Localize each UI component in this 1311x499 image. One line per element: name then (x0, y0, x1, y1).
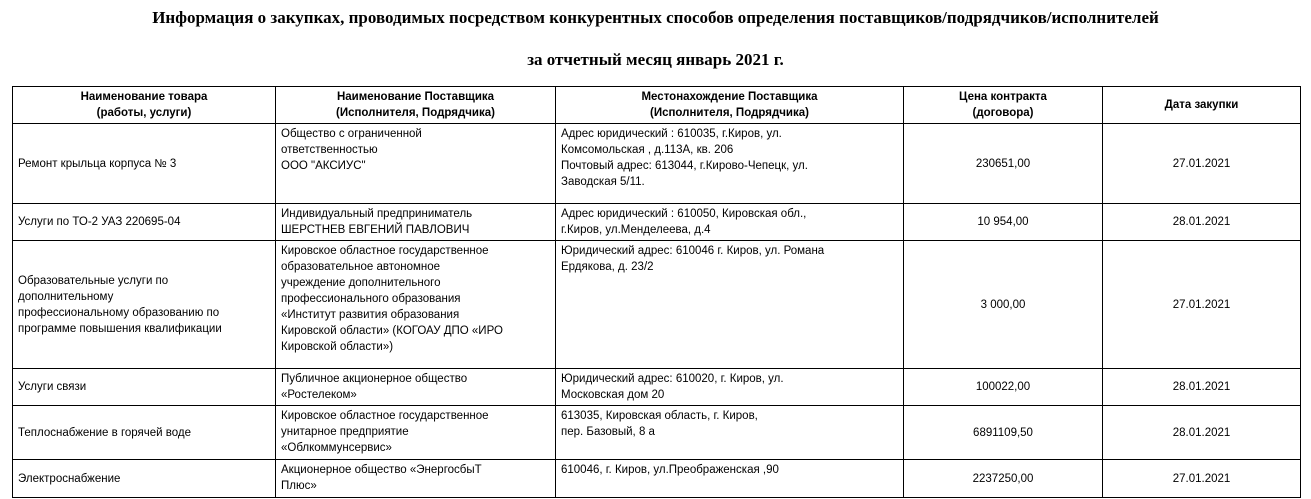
column-header-line: Наименование товара (80, 91, 208, 103)
supplier-name-cell (276, 204, 556, 241)
purchase-date-cell: 27.01.2021 (1103, 460, 1301, 498)
contract-price-cell: 10 954,00 (904, 204, 1103, 241)
supplier-name-cell-line: Индивидуальный предприниматель (281, 208, 473, 220)
supplier-name-cell (276, 406, 556, 460)
item-name-cell (13, 406, 276, 460)
supplier-name-cell-line: Кировское областное государственное (281, 410, 489, 422)
item-name-cell-line: Услуги связи (18, 381, 87, 393)
item-name-cell (13, 124, 276, 204)
supplier-address-cell-line: Комсомольская , д.113А, кв. 206 (561, 144, 734, 156)
column-header-line: (работы, услуги) (96, 107, 192, 119)
supplier-name-cell-line: Кировской области») (281, 341, 394, 353)
supplier-name-cell-line: Акционерное общество «ЭнергосбыТ (281, 464, 482, 476)
column-header-line: (Исполнителя, Подрядчика) (336, 107, 495, 119)
item-name-cell (13, 204, 276, 241)
table-row (13, 460, 1301, 498)
contract-price-cell: 3 000,00 (904, 241, 1103, 369)
supplier-name-cell-line: Кировское областное государственное (281, 245, 489, 257)
item-name-cell (13, 241, 276, 369)
supplier-name-cell-line: ответственностью (281, 144, 378, 156)
table-header-row (13, 87, 1301, 124)
supplier-address-cell-line: Почтовый адрес: 613044, г.Кирово-Чепецк, ул. (561, 160, 808, 172)
purchase-date-cell: 27.01.2021 (1103, 241, 1301, 369)
contract-price-cell: 2237250,00 (904, 460, 1103, 498)
column-header (276, 87, 556, 124)
supplier-name-cell (276, 460, 556, 498)
supplier-name-cell-line: унитарное предприятие (281, 426, 409, 438)
purchase-date-cell: 28.01.2021 (1103, 204, 1301, 241)
item-name-cell (13, 460, 276, 498)
supplier-name-cell-line: образовательное автономное (281, 261, 441, 273)
contract-price-cell: 6891109,50 (904, 406, 1103, 460)
supplier-address-cell-line: Юридический адрес: 610020, г. Киров, ул. (561, 373, 784, 385)
supplier-name-cell-line: Публичное акционерное общество (281, 373, 468, 385)
purchase-date-cell: 28.01.2021 (1103, 369, 1301, 406)
supplier-address-cell-line: Московская дом 20 (561, 389, 665, 401)
table-row (13, 369, 1301, 406)
purchase-date-cell: 27.01.2021 (1103, 124, 1301, 204)
supplier-address-cell-line: пер. Базовый, 8 а (561, 426, 655, 438)
column-header (556, 87, 904, 124)
column-header (904, 87, 1103, 124)
column-header-line: (договора) (972, 107, 1034, 119)
supplier-address-cell (556, 369, 904, 406)
item-name-cell-line: Услуги по ТО-2 УАЗ 220695-04 (18, 216, 181, 228)
supplier-address-cell-line: 610046, г. Киров, ул.Преображенская ,90 (561, 464, 779, 476)
contract-price-cell: 100022,00 (904, 369, 1103, 406)
item-name-cell-line: дополнительному (18, 290, 114, 303)
column-header-line: Дата закупки (1164, 99, 1239, 111)
supplier-name-cell-line: ШЕРСТНЕВ ЕВГЕНИЙ ПАВЛОВИЧ (281, 224, 470, 236)
supplier-name-cell-line: Общество с ограниченной (281, 128, 422, 140)
document-title: Информация о закупках, проводимых посредством конкурентных способов определения поставщиков/подрядчиков/исполнителей (152, 8, 1159, 27)
supplier-address-cell (556, 124, 904, 204)
contract-price-cell: 230651,00 (904, 124, 1103, 204)
supplier-address-cell-line: 613035, Кировская область, г. Киров, (561, 410, 758, 422)
supplier-name-cell-line: «Институт развития образования (281, 309, 460, 321)
item-name-cell-line: Электроснабжение (18, 472, 121, 485)
item-name-cell-line: Теплоснабжение в горячей воде (18, 426, 192, 439)
supplier-name-cell-line: учреждение дополнительного (281, 277, 441, 289)
supplier-address-cell-line: Адрес юридический : 610050, Кировская обл., (561, 208, 807, 220)
item-name-cell-line: профессиональному образованию по (18, 306, 220, 319)
table-body (13, 124, 1301, 498)
item-name-cell (13, 369, 276, 406)
supplier-name-cell-line: Плюс» (281, 480, 317, 492)
supplier-name-cell-line: профессионального образования (281, 293, 461, 305)
item-name-cell-line: Образовательные услуги по (18, 274, 169, 287)
table-row (13, 406, 1301, 460)
column-header-line: Цена контракта (959, 91, 1047, 103)
supplier-name-cell (276, 369, 556, 406)
table-row (13, 241, 1301, 369)
supplier-name-cell (276, 241, 556, 369)
supplier-name-cell-line: ООО "АКСИУС" (281, 160, 366, 172)
table-row (13, 204, 1301, 241)
item-name-cell-line: программе повышения квалификации (18, 322, 222, 335)
procurement-table (12, 86, 1301, 498)
column-header-line: Наименование Поставщика (336, 91, 495, 103)
supplier-name-cell (276, 124, 556, 204)
supplier-name-cell-line: Кировской области» (КОГОАУ ДПО «ИРО (281, 325, 503, 337)
supplier-name-cell-line: «Облкоммунсервис» (281, 442, 392, 454)
document-subtitle: за отчетный месяц январь 2021 г. (527, 50, 784, 69)
supplier-name-cell-line: «Ростелеком» (281, 389, 357, 401)
column-header (1103, 87, 1301, 124)
column-header-line: Местонахождение Поставщика (641, 91, 818, 103)
table-row (13, 124, 1301, 204)
supplier-address-cell-line: Адрес юридический : 610035, г.Киров, ул. (561, 128, 782, 140)
column-header (13, 87, 276, 124)
item-name-cell-line: Ремонт крыльца корпуса № 3 (18, 157, 177, 170)
supplier-address-cell (556, 204, 904, 241)
supplier-address-cell-line: Заводская 5/11. (561, 176, 645, 188)
supplier-address-cell (556, 241, 904, 369)
column-header-line: (Исполнителя, Подрядчика) (650, 107, 809, 119)
supplier-address-cell-line: Ердякова, д. 23/2 (561, 261, 654, 273)
supplier-address-cell-line: Юридический адрес: 610046 г. Киров, ул. Романа (561, 245, 825, 257)
supplier-address-cell (556, 460, 904, 498)
supplier-address-cell-line: г.Киров, ул.Менделеева, д.4 (561, 224, 711, 236)
purchase-date-cell: 28.01.2021 (1103, 406, 1301, 460)
supplier-address-cell (556, 406, 904, 460)
